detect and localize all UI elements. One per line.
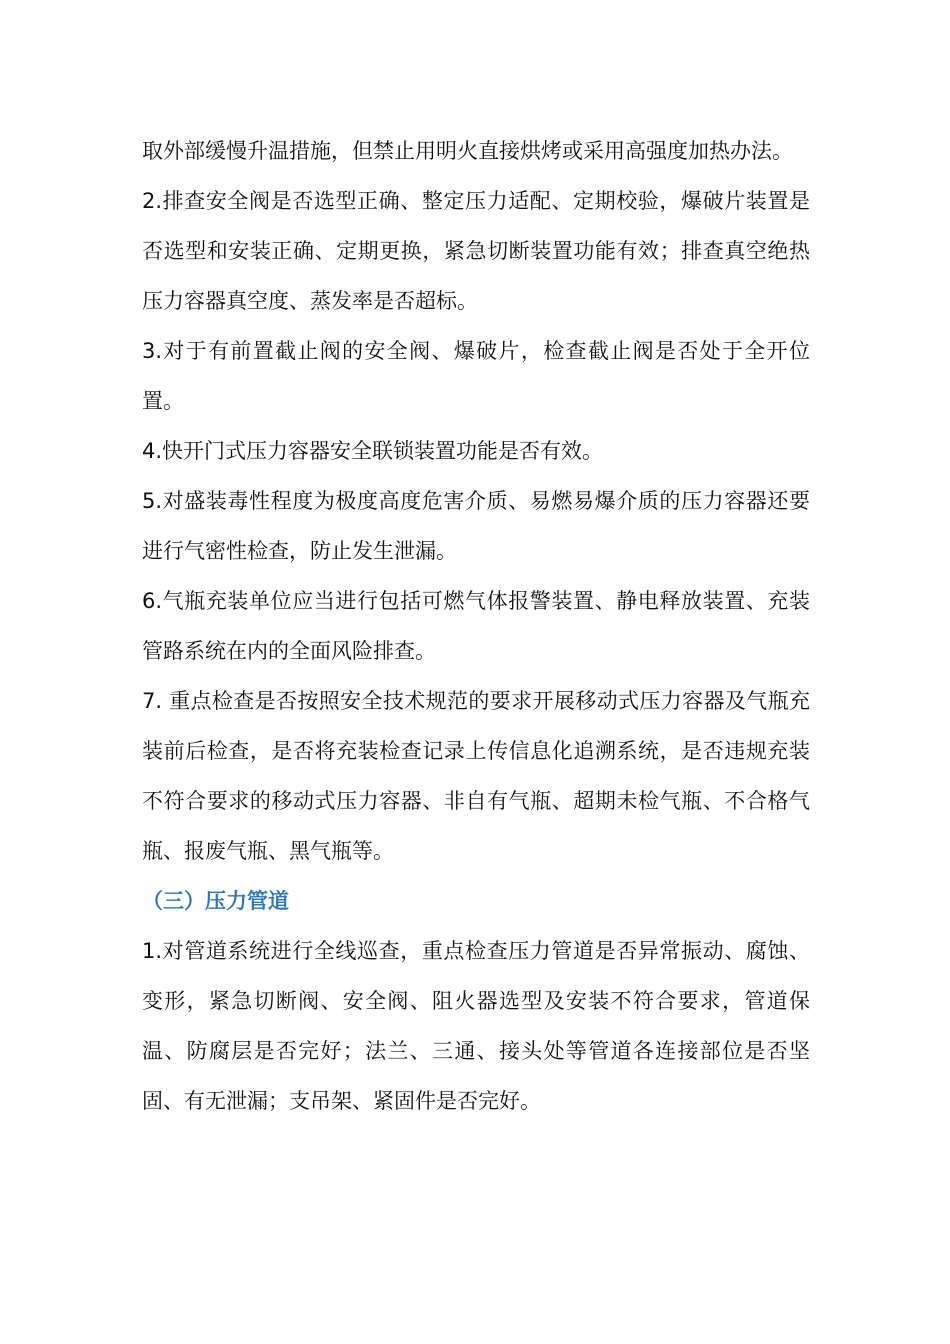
paragraph-item-6: 6.气瓶充装单位应当进行包括可燃气体报警装置、静电释放装置、充装管路系统在内的全面风险排查。 [142, 589, 810, 663]
section-paragraph-item-1: 1.对管道系统进行全线巡查，重点检查压力管道是否异常振动、腐蚀、变形，紧急切断阀、安全阀、阻火器选型及安装不符合要求，管道保温、防腐层是否完好；法兰、三通、接头处等管道各连接部位是否坚固、有无泄漏；支吊架、紧固件是否完好。 [142, 939, 810, 1113]
paragraph-item-3: 3.对于有前置截止阀的安全阀、爆破片，检查截止阀是否处于全开位置。 [142, 339, 810, 413]
document-body [142, 126, 810, 1126]
paragraph-continuation: 取外部缓慢升温措施，但禁止用明火直接烘烤或采用高强度加热办法。 [142, 139, 793, 163]
paragraph-item-2: 2.排查安全阀是否选型正确、整定压力适配、定期校验，爆破片装置是否选型和安装正确、定期更换，紧急切断装置功能有效；排查真空绝热压力容器真空度、蒸发率是否超标。 [142, 189, 810, 313]
paragraph-item-4: 4.快开门式压力容器安全联锁装置功能是否有效。 [142, 439, 604, 463]
paragraph-item-5: 5.对盛装毒性程度为极度高度危害介质、易燃易爆介质的压力容器还要进行气密性检查，防止发生泄漏。 [142, 489, 810, 563]
paragraph-item-7: 7. 重点检查是否按照安全技术规范的要求开展移动式压力容器及气瓶充装前后检查，是否将充装检查记录上传信息化追溯系统，是否违规充装不符合要求的移动式压力容器、非自有气瓶、超期未检气瓶、不合格气瓶、报废气瓶、黑气瓶等。 [142, 689, 810, 863]
section-heading-pressure-pipeline: （三）压力管道 [142, 889, 289, 913]
